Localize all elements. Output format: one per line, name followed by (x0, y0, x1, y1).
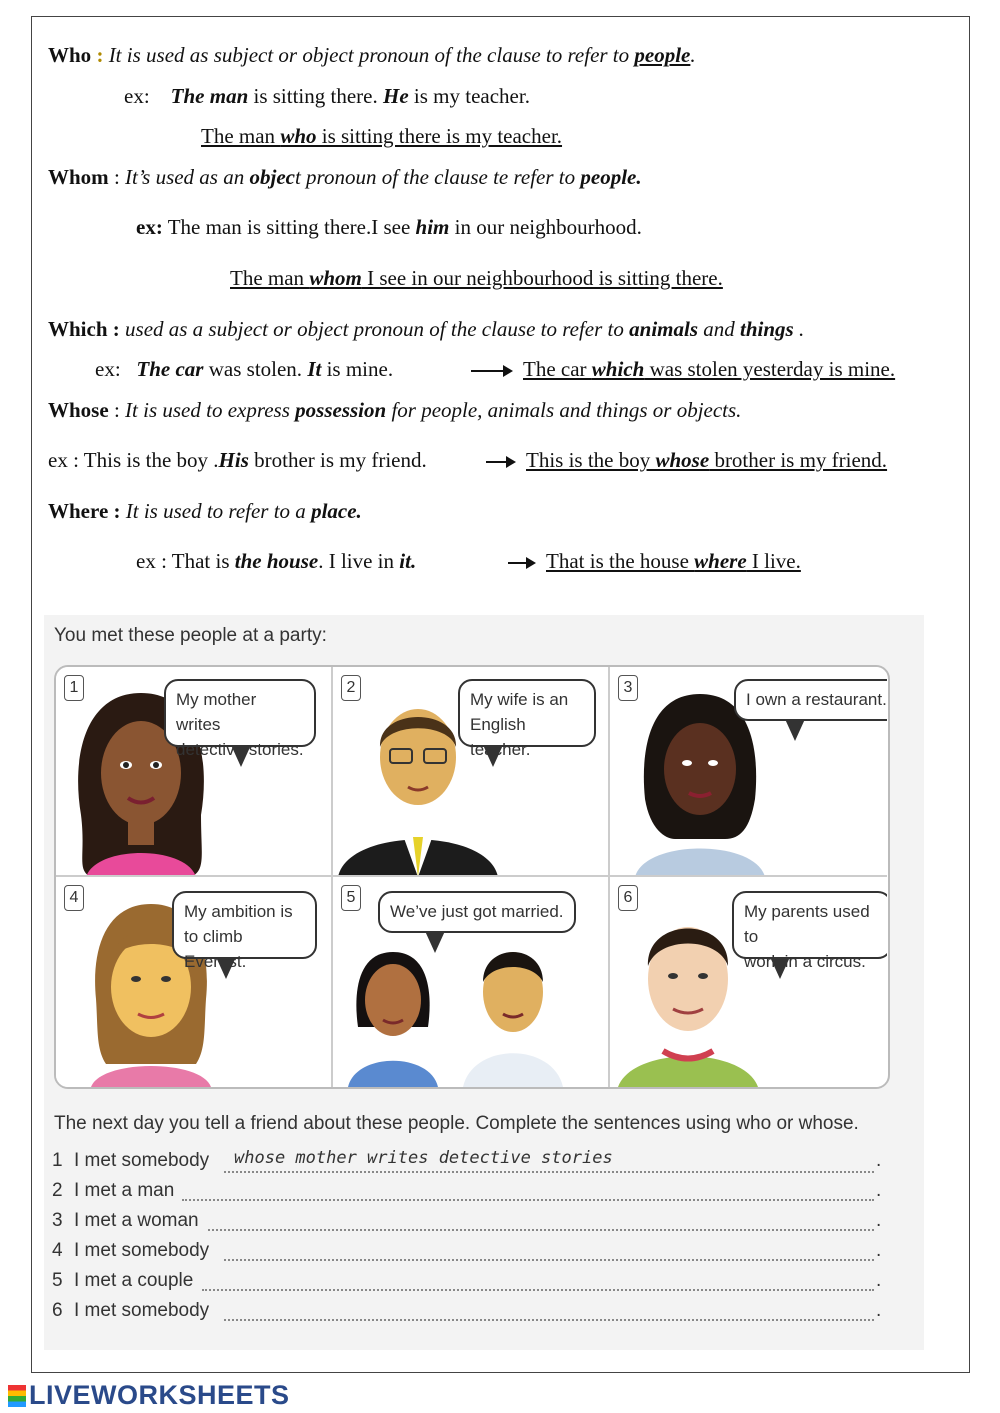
who-definition: Who : It is used as subject or object pronoun of the clause to refer to people. (48, 43, 696, 67)
person-panel-5: 5 We’ve just got married. (333, 877, 610, 1087)
liveworksheets-logo: LIVEWORKSHEETS (8, 1380, 290, 1411)
who-example-1: ex: The man is sitting there. He is my teacher. (124, 84, 530, 108)
speech-bubble-4: My ambition is to climb Everest. (172, 891, 317, 959)
where-definition: Where : It is used to refer to a place. (48, 499, 362, 523)
person-panel-4: 4 My ambition is to climb Everest. (56, 877, 333, 1087)
whose-example-1: ex : This is the boy .His brother is my friend. (48, 448, 427, 472)
whose-definition: Whose : It is used to express possession for people, animals and things or objects. (48, 398, 742, 422)
where-example-2: That is the house where I live. (508, 548, 801, 574)
where-example-1: ex : That is the house. I live in it. (136, 549, 417, 573)
logo-badge-icon (8, 1385, 26, 1407)
sentence-row-4: 4 I met somebody (52, 1240, 210, 1261)
sentence-row-6: 6 I met somebody (52, 1300, 210, 1321)
who-term: Who (48, 43, 92, 67)
sentence-row-1: 1 I met somebody (52, 1150, 210, 1171)
which-definition: Which : used as a subject or object pronoun of the clause to refer to animals and things . (48, 317, 805, 341)
person-panel-2: 2 My wife is an English teacher. (333, 667, 610, 877)
which-example-1: ex: The car was stolen. It is mine. (95, 357, 394, 381)
sentence-row-2: 2 I met a man (52, 1180, 175, 1201)
people-grid (54, 665, 890, 1089)
whom-example-2: The man whom I see in our neighbourhood is sitting there. (230, 266, 723, 290)
answer-field-4[interactable] (224, 1259, 874, 1261)
who-example-2: The man who is sitting there is my teacher. (201, 124, 563, 148)
answer-field-1[interactable]: whose mother writes detective stories (234, 1148, 613, 1168)
person-panel-1: 1 My mother writes detective stories. (56, 667, 333, 877)
whom-definition: Whom : It’s used as an object pronoun of the clause te refer to people. (48, 165, 642, 189)
speech-bubble-6: My parents used to work in a circus. (732, 891, 887, 959)
exercise-instruction: The next day you tell a friend about these people. Complete the sentences using who or whose. (54, 1113, 859, 1134)
speech-bubble-3: I own a restaurant. (734, 679, 887, 721)
whom-example-1: ex: The man is sitting there.I see him in our neighbourhood. (136, 215, 642, 239)
sentence-row-3: 3 I met a woman (52, 1210, 199, 1231)
person-panel-6: 6 My parents used to work in a circus. (610, 877, 887, 1087)
exercise-section: You met these people at a party: 1 My mother writes detective stories. 2 My wife is an English teacher. 3 I own a restaurant. 4 My ambition is to climb Everest. 5 We’ve just got married. 6 My parents used to work in a circus. The next day you tell a friend about these people. Complete the sentences using who or whose. 1 I met somebody whose mother writes detective stories . 2 I met a man . 3 I met a woman . 4 I met somebody . 5 I met a couple . 6 I met somebody . (44, 615, 924, 1350)
speech-bubble-5: We’ve just got married. (378, 891, 576, 933)
answer-field-6[interactable] (224, 1319, 874, 1321)
speech-bubble-1: My mother writes detective stories. (164, 679, 316, 747)
arrow-right-icon (471, 370, 511, 372)
which-example-2: The car which was stolen yesterday is mine. (471, 356, 895, 382)
answer-field-3[interactable] (208, 1229, 874, 1231)
arrow-right-icon (508, 562, 534, 564)
whose-example-2: This is the boy whose brother is my friend. (486, 447, 887, 473)
person-panel-3: 3 I own a restaurant. (610, 667, 887, 877)
couple-icon (338, 932, 606, 1087)
answer-field-5[interactable] (202, 1289, 874, 1291)
exercise-intro: You met these people at a party: (54, 625, 327, 646)
speech-bubble-2: My wife is an English teacher. (458, 679, 596, 747)
sentence-row-5: 5 I met a couple (52, 1270, 194, 1291)
answer-field-2[interactable] (182, 1199, 874, 1201)
arrow-right-icon (486, 461, 514, 463)
